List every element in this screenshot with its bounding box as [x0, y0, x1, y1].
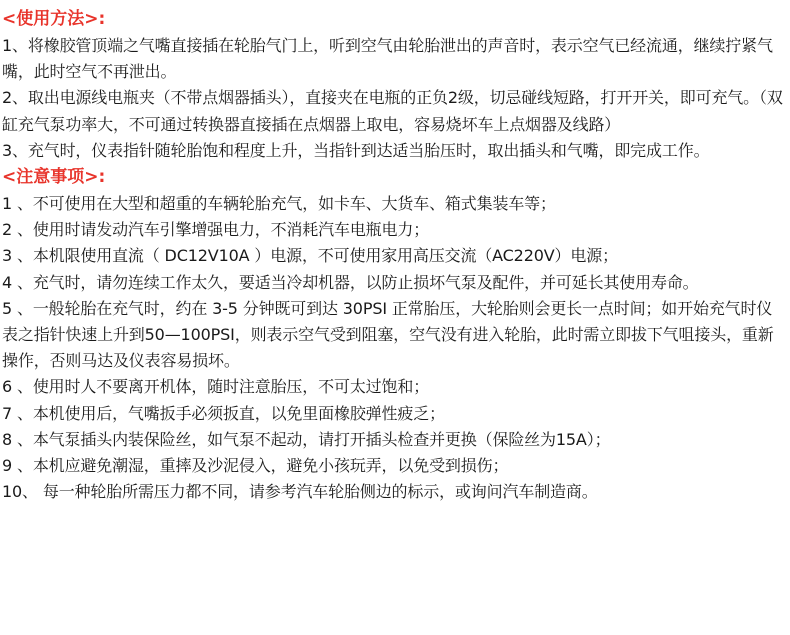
- note-item: 1 、不可使用在大型和超重的车辆轮胎充气，如卡车、大货车、箱式集装车等；: [2, 194, 556, 214]
- usage-step: 1、将橡胶管顶端之气嘴直接插在轮胎气门上，听到空气由轮胎泄出的声音时，表示空气已经流通，继续拧紧气嘴，此时空气不再泄出。: [2, 36, 773, 82]
- note-item: 10、 每一种轮胎所需压力都不同，请参考汽车轮胎侧边的标示，或询问汽车制造商。: [2, 482, 598, 502]
- note-item: 9 、本机应避免潮湿，重摔及沙泥侵入，避免小孩玩弄，以免受到损伤；: [2, 456, 509, 476]
- note-item: 5 、一般轮胎在充气时，约在 3-5 分钟既可到达 30PSI 正常胎压，大轮胎则会更长一点时间；如开始充气时仪表之指针快速上升到50—100PSI，则表示空气受到阻塞，空气没有进入轮胎，此时需立即拔下气咀接头，重新操作，否则马达及仪表容易损坏。: [2, 298, 774, 371]
- note-item: 8 、本气泵插头内装保险丝，如气泵不起动，请打开插头检查并更换（保险丝为15A）；: [2, 429, 611, 449]
- note-item: 4 、充气时，请勿连续工作太久，要适当冷却机器，以防止损坏气泵及配件，并可延长其使用寿命。: [2, 272, 699, 292]
- notes-section-title: <注意事项>:: [2, 167, 106, 188]
- note-item: 6 、使用时人不要离开机体，随时注意胎压，不可太过饱和；: [2, 377, 430, 397]
- note-item: 2 、使用时请发动汽车引擎增强电力，不消耗汽车电瓶电力；: [2, 220, 430, 240]
- note-item: 7 、本机使用后，气嘴扳手必须扳直，以免里面橡胶弹性疲乏；: [2, 403, 445, 423]
- note-item: 3 、本机限使用直流（ DC12V10A ）电源，不可使用家用高压交流（AC220V）电源；: [2, 246, 618, 266]
- usage-section-title: <使用方法>:: [2, 9, 106, 29]
- usage-step: 2、取出电源线电瓶夹（不带点烟器插头），直接夹在电瓶的正负2级，切忌碰线短路，打开开关，即可充气。（双缸充气泵功率大，不可通过转换器直接插在点烟器上取电，容易烧坏车上点烟器及线路）: [2, 88, 783, 134]
- usage-step: 3、充气时，仪表指针随轮胎饱和程度上升，当指针到达适当胎压时，取出插头和气嘴，即完成工作。: [2, 140, 710, 160]
